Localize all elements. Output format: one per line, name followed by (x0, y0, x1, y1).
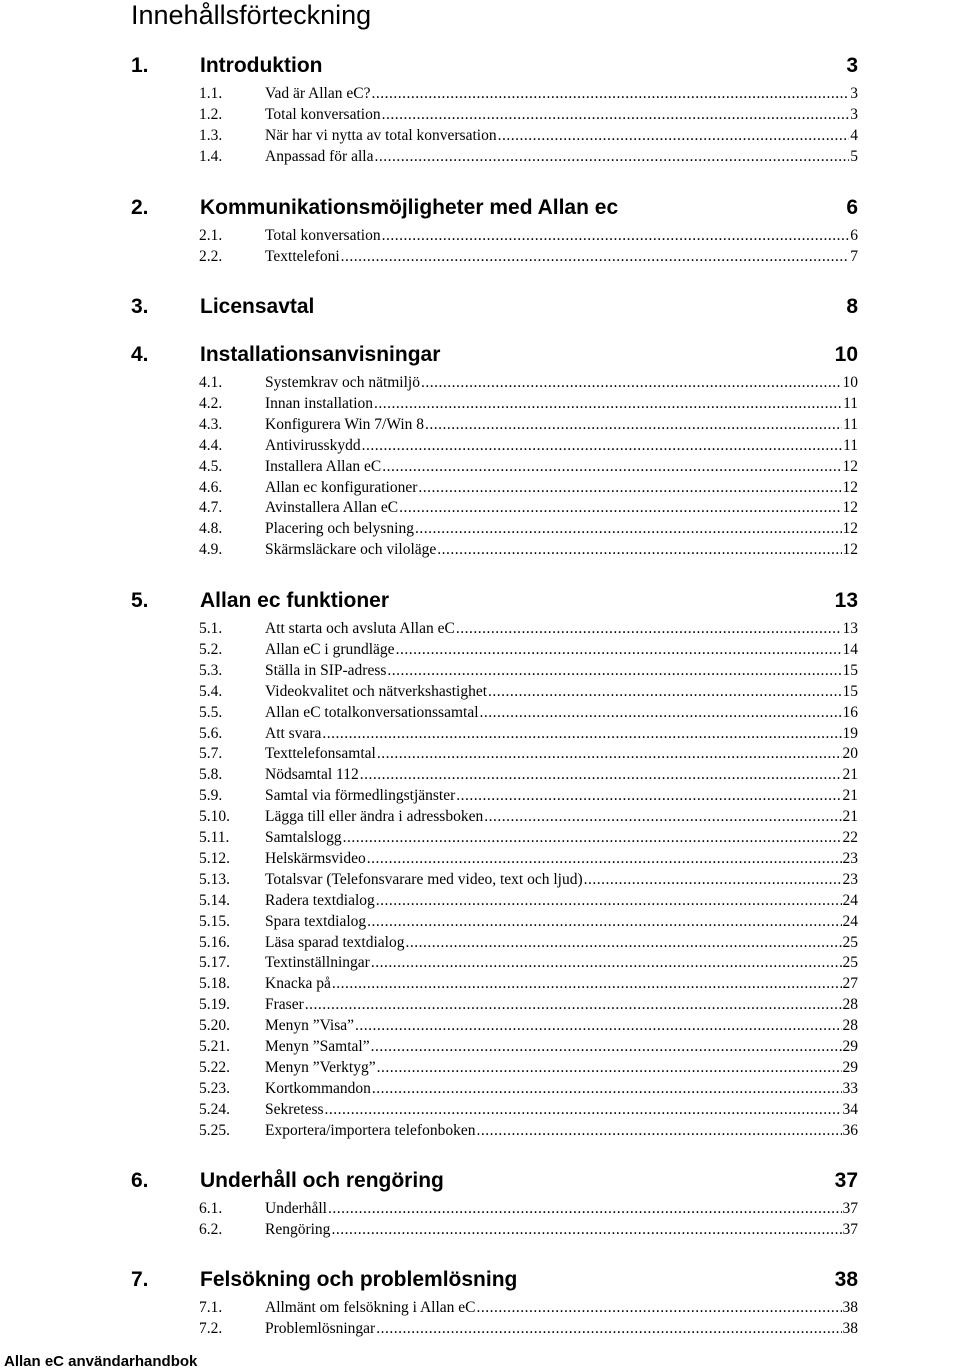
section-title: Placering och belysning (265, 520, 414, 538)
section-page-number: 38 (842, 1299, 858, 1316)
section-number: 2.2. (199, 247, 223, 265)
section-number: 5.21. (199, 1038, 230, 1055)
section-number: 4.5. (199, 457, 223, 475)
section-page-number: 7 (850, 247, 858, 265)
section-title: Att svara (265, 724, 322, 742)
section-page-number: 12 (842, 499, 858, 517)
dot-leader (343, 827, 842, 848)
toc-section-entry[interactable] (199, 518, 858, 539)
dot-leader (396, 639, 842, 660)
toc-chapter-entry[interactable] (131, 292, 858, 322)
section-number: 5.20. (199, 1017, 230, 1035)
section-page-number: 11 (843, 436, 858, 454)
dot-leader (374, 146, 849, 167)
section-title: Allan ec konfigurationer (265, 478, 418, 496)
dot-leader (456, 785, 841, 806)
section-title: Avinstallera Allan eC (265, 499, 399, 517)
section-page-number: 12 (842, 520, 858, 538)
toc-section-entry[interactable] (199, 973, 858, 994)
section-title: Samtal via förmedlingstjänster (265, 787, 456, 805)
section-title: Antivirusskydd (265, 436, 361, 454)
document-footer: Allan eC användarhandbok (4, 1353, 198, 1370)
section-page-number: 11 (843, 394, 858, 412)
section-page-number: 29 (842, 1038, 858, 1055)
toc-section-entry[interactable] (199, 827, 858, 848)
section-title: Radera textdialog (265, 891, 375, 909)
toc-section-entry[interactable] (199, 414, 858, 435)
section-title: Nödsamtal 112 (265, 766, 359, 784)
section-number: 5.3. (199, 661, 223, 679)
section-title: Rengöring (265, 1220, 331, 1238)
dot-leader (376, 1318, 841, 1339)
section-number: 5.13. (199, 870, 230, 888)
toc-section-entry[interactable] (199, 660, 858, 681)
page-title: Innehållsförteckning (131, 0, 372, 30)
section-page-number: 37 (842, 1220, 858, 1238)
section-title: Spara textdialog (265, 912, 367, 930)
section-number: 7.1. (199, 1299, 223, 1316)
dot-leader (584, 869, 842, 890)
section-title: Underhåll (265, 1200, 327, 1217)
section-number: 4.2. (199, 394, 223, 412)
section-page-number: 28 (842, 996, 858, 1014)
section-number: 4.3. (199, 415, 223, 433)
dot-leader (498, 125, 850, 146)
dot-leader (325, 1099, 842, 1120)
toc-section-entry[interactable] (199, 681, 858, 702)
chapter-number: 1. (131, 54, 149, 77)
section-number: 2.1. (199, 227, 223, 244)
dot-leader (360, 764, 842, 785)
chapter-title: Underhåll och rengöring (200, 1169, 444, 1192)
dot-leader (456, 618, 842, 639)
section-number: 4.4. (199, 436, 223, 454)
section-page-number: 15 (842, 682, 858, 700)
chapter-page-number: 37 (834, 1169, 858, 1192)
dot-leader (322, 723, 841, 744)
toc-section-entry[interactable] (199, 869, 858, 890)
toc-section-entry[interactable] (199, 952, 858, 973)
section-page-number: 33 (842, 1079, 858, 1097)
dot-leader (374, 393, 842, 414)
section-title: Allan eC totalkonversationssamtal (265, 703, 479, 721)
section-page-number: 37 (842, 1200, 858, 1217)
section-title: Lägga till eller ändra i adressboken (265, 808, 484, 826)
toc-section-entry[interactable] (199, 743, 858, 764)
section-number: 4.1. (199, 374, 223, 391)
section-page-number: 6 (850, 227, 858, 244)
section-number: 6.1. (199, 1200, 223, 1217)
dot-leader (371, 1036, 842, 1057)
section-number: 5.12. (199, 849, 230, 867)
section-page-number: 14 (842, 640, 858, 658)
chapter-page-number: 38 (834, 1268, 858, 1291)
section-page-number: 12 (842, 457, 858, 475)
section-number: 1.4. (199, 147, 223, 165)
section-number: 5.10. (199, 808, 230, 826)
chapter-title: Kommunikationsmöjligheter med Allan ec (200, 196, 619, 219)
toc-section-entry[interactable] (199, 83, 858, 104)
section-title: Allan eC i grundläge (265, 640, 395, 658)
dot-leader (371, 83, 849, 104)
toc-section-entry[interactable] (199, 1219, 858, 1240)
dot-leader (480, 702, 842, 723)
chapter-number: 5. (131, 589, 149, 612)
toc-section-entry[interactable] (199, 225, 858, 246)
toc-section-entry[interactable] (199, 994, 858, 1015)
chapter-number: 2. (131, 196, 149, 219)
section-title: Konfigurera Win 7/Win 8 (265, 415, 425, 433)
section-page-number: 22 (842, 829, 858, 846)
section-page-number: 10 (842, 374, 858, 391)
section-number: 5.2. (199, 640, 223, 658)
toc-section-entry[interactable] (199, 1099, 858, 1120)
toc-chapter-entry[interactable] (131, 340, 858, 370)
section-title: Anpassad för alla (265, 147, 374, 165)
toc-section-entry[interactable] (199, 1015, 858, 1036)
section-number: 5.17. (199, 954, 230, 972)
section-page-number: 23 (842, 870, 858, 888)
section-number: 4.9. (199, 541, 223, 559)
dot-leader (362, 435, 842, 456)
section-title: Läsa sparad textdialog (265, 933, 405, 951)
section-number: 1.1. (199, 85, 223, 102)
section-title: Menyn ”Visa” (265, 1017, 355, 1035)
section-title: Kortkommandon (265, 1079, 371, 1097)
section-page-number: 12 (842, 478, 858, 496)
section-title: Ställa in SIP-adress (265, 661, 387, 679)
toc-section-entry[interactable] (199, 393, 858, 414)
dot-leader (377, 743, 842, 764)
section-title: Systemkrav och nätmiljö (265, 374, 420, 391)
section-number: 4.6. (199, 478, 223, 496)
toc-section-entry[interactable] (199, 639, 858, 660)
toc-section-entry[interactable] (199, 456, 858, 477)
toc-chapter-entry[interactable] (131, 51, 858, 81)
toc-section-entry[interactable] (199, 932, 858, 953)
section-number: 1.3. (199, 126, 223, 144)
toc-section-entry[interactable] (199, 125, 858, 146)
section-title: Innan installation (265, 394, 374, 412)
section-page-number: 36 (842, 1121, 858, 1139)
toc-section-entry[interactable] (199, 702, 858, 723)
toc-section-entry[interactable] (199, 764, 858, 785)
toc-section-entry[interactable] (199, 1198, 858, 1219)
dot-leader (425, 414, 842, 435)
section-title: Problemlösningar (265, 1319, 376, 1337)
chapter-title: Felsökning och problemlösning (200, 1268, 518, 1291)
section-page-number: 24 (842, 891, 858, 909)
dot-leader (488, 681, 841, 702)
section-number: 5.16. (199, 933, 230, 951)
chapter-title: Introduktion (200, 54, 323, 77)
section-number: 5.25. (199, 1121, 230, 1139)
dot-leader (437, 539, 841, 560)
section-title: Exportera/importera telefonboken (265, 1121, 476, 1139)
chapter-number: 6. (131, 1169, 149, 1192)
section-title: Total konversation (265, 105, 381, 123)
toc-section-entry[interactable] (199, 1120, 858, 1141)
section-number: 5.4. (199, 682, 223, 700)
section-title: Allmänt om felsökning i Allan eC (265, 1299, 476, 1316)
section-page-number: 38 (842, 1319, 858, 1337)
section-title: Menyn ”Verktyg” (265, 1058, 376, 1076)
section-title: Skärmsläckare och viloläge (265, 541, 437, 559)
dot-leader (372, 1078, 842, 1099)
section-number: 5.5. (199, 703, 223, 721)
chapter-page-number: 8 (846, 295, 858, 318)
toc-section-entry[interactable] (199, 1057, 858, 1078)
section-page-number: 34 (842, 1100, 858, 1118)
section-title: Menyn ”Samtal” (265, 1038, 370, 1055)
section-number: 5.18. (199, 975, 230, 993)
section-title: Fraser (265, 996, 304, 1014)
toc-section-entry[interactable] (199, 1297, 858, 1318)
section-number: 5.1. (199, 620, 223, 637)
chapter-page-number: 3 (846, 54, 858, 77)
section-number: 5.6. (199, 724, 223, 742)
section-page-number: 24 (842, 912, 858, 930)
toc-section-entry[interactable] (199, 785, 858, 806)
dot-leader (367, 911, 841, 932)
toc-section-entry[interactable] (199, 618, 858, 639)
toc-section-entry[interactable] (199, 1036, 858, 1057)
section-title: Texttelefonsamtal (265, 745, 376, 763)
toc-section-entry[interactable] (199, 723, 858, 744)
section-page-number: 11 (843, 415, 858, 433)
section-title: Sekretess (265, 1100, 324, 1118)
section-number: 4.8. (199, 520, 223, 538)
section-number: 5.19. (199, 996, 230, 1014)
section-title: Total konversation (265, 227, 381, 244)
section-page-number: 25 (842, 933, 858, 951)
toc-section-entry[interactable] (199, 1318, 858, 1339)
toc-chapter-entry[interactable] (131, 586, 858, 616)
section-number: 5.8. (199, 766, 223, 784)
dot-leader (415, 518, 842, 539)
section-number: 5.9. (199, 787, 223, 805)
section-page-number: 20 (842, 745, 858, 763)
toc-section-entry[interactable] (199, 477, 858, 498)
section-page-number: 27 (842, 975, 858, 993)
toc-section-entry[interactable] (199, 146, 858, 167)
dot-leader (355, 1015, 841, 1036)
dot-leader (421, 372, 842, 393)
toc-section-entry[interactable] (199, 806, 858, 827)
dot-leader (371, 952, 842, 973)
chapter-number: 3. (131, 295, 149, 318)
dot-leader (382, 456, 841, 477)
section-number: 5.24. (199, 1100, 230, 1118)
dot-leader (377, 1057, 842, 1078)
toc-section-entry[interactable] (199, 104, 858, 125)
section-title: Textinställningar (265, 954, 370, 972)
toc-section-entry[interactable] (199, 435, 858, 456)
dot-leader (405, 932, 841, 953)
chapter-page-number: 10 (834, 343, 858, 366)
section-page-number: 29 (842, 1058, 858, 1076)
section-page-number: 21 (842, 787, 858, 805)
dot-leader (387, 660, 841, 681)
dot-leader (341, 246, 850, 267)
dot-leader (418, 477, 841, 498)
chapter-page-number: 6 (846, 196, 858, 219)
section-page-number: 13 (842, 620, 858, 637)
section-title: Totalsvar (Telefonsvarare med video, text och ljud) (265, 870, 583, 888)
chapter-title: Licensavtal (200, 295, 315, 318)
section-number: 5.15. (199, 912, 230, 930)
section-page-number: 28 (842, 1017, 858, 1035)
section-title: Installera Allan eC (265, 457, 382, 475)
dot-leader (399, 497, 841, 518)
section-page-number: 5 (850, 147, 858, 165)
section-title: Att starta och avsluta Allan eC (265, 620, 455, 637)
section-page-number: 21 (842, 766, 858, 784)
toc-chapter-entry[interactable] (131, 1265, 858, 1295)
toc-chapter-entry[interactable] (131, 193, 858, 223)
dot-leader (484, 806, 841, 827)
toc-section-entry[interactable] (199, 890, 858, 911)
section-number: 1.2. (199, 105, 223, 123)
chapter-title: Allan ec funktioner (200, 589, 390, 612)
toc-section-entry[interactable] (199, 848, 858, 869)
dot-leader (382, 104, 850, 125)
section-page-number: 3 (850, 85, 858, 102)
toc-section-entry[interactable] (199, 246, 858, 267)
section-page-number: 15 (842, 661, 858, 679)
chapter-title: Installationsanvisningar (200, 343, 441, 366)
section-page-number: 25 (842, 954, 858, 972)
section-number: 7.2. (199, 1319, 223, 1337)
toc-section-entry[interactable] (199, 539, 858, 560)
toc-section-entry[interactable] (199, 1078, 858, 1099)
section-number: 5.22. (199, 1058, 230, 1076)
section-page-number: 3 (850, 105, 858, 123)
chapter-page-number: 13 (834, 589, 858, 612)
dot-leader (331, 1219, 841, 1240)
dot-leader (382, 225, 850, 246)
section-page-number: 21 (842, 808, 858, 826)
section-number: 5.14. (199, 891, 230, 909)
dot-leader (332, 973, 842, 994)
section-number: 4.7. (199, 499, 223, 517)
section-title: Samtalslogg (265, 829, 342, 846)
section-title: Texttelefoni (265, 247, 340, 265)
section-title: Videokvalitet och nätverkshastighet (265, 682, 488, 700)
chapter-number: 4. (131, 343, 149, 366)
section-title: När har vi nytta av total konversation (265, 126, 497, 144)
section-page-number: 16 (842, 703, 858, 721)
section-number: 5.23. (199, 1079, 230, 1097)
section-title: Helskärmsvideo (265, 849, 366, 867)
dot-leader (477, 1297, 842, 1318)
dot-leader (367, 848, 842, 869)
section-number: 5.7. (199, 745, 223, 763)
chapter-number: 7. (131, 1268, 149, 1291)
section-page-number: 12 (842, 541, 858, 559)
section-number: 5.11. (199, 829, 230, 846)
section-page-number: 4 (850, 126, 858, 144)
toc-section-entry[interactable] (199, 497, 858, 518)
section-page-number: 23 (842, 849, 858, 867)
dot-leader (376, 890, 842, 911)
section-title: Vad är Allan eC? (265, 85, 371, 102)
dot-leader (476, 1120, 841, 1141)
section-title: Knacka på (265, 975, 331, 993)
toc-section-entry[interactable] (199, 372, 858, 393)
dot-leader (328, 1198, 842, 1219)
toc-chapter-entry[interactable] (131, 1166, 858, 1196)
section-number: 6.2. (199, 1220, 223, 1238)
toc-section-entry[interactable] (199, 911, 858, 932)
section-page-number: 19 (842, 724, 858, 742)
dot-leader (305, 994, 842, 1015)
